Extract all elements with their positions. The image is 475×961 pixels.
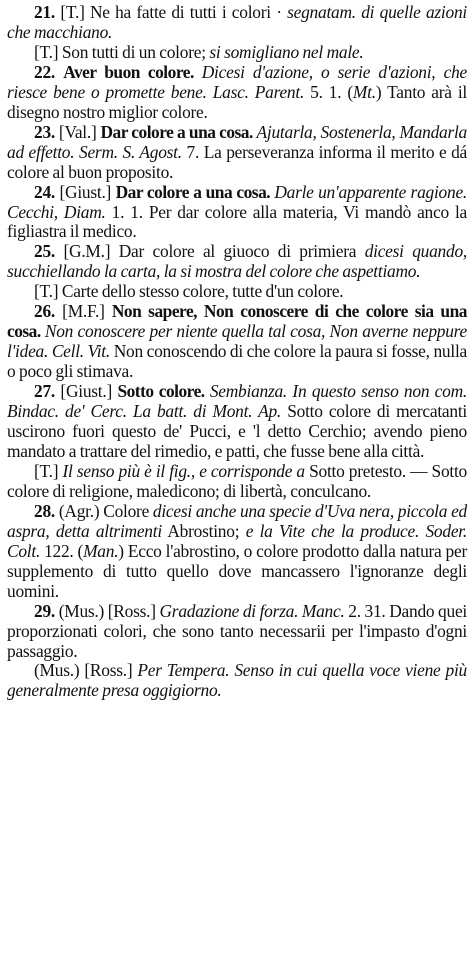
entry-gloss: dicesi quando, succhiellando la carta, la si mostra del colore che aspettiamo.	[7, 241, 467, 282]
entry-gloss: Il senso più è il fig., e corrisponde a	[62, 460, 305, 481]
dictionary-entry-e25	[7, 242, 467, 282]
dictionary-entry-e27b	[7, 462, 467, 502]
entry-text: Sotto colore di mercatanti uscirono fuori questo de' Pucci, e 'l detto Cerchio; avendo pieno mandato a trattare del rimedio, e patti, che fusse bene alla città.	[7, 401, 468, 461]
entry-number: 22.	[34, 61, 64, 82]
entry-gloss: Gradazione di forza. Manc.	[159, 600, 345, 621]
entry-number: 26.	[34, 301, 63, 322]
entry-text: [M.F.]	[62, 301, 112, 322]
entry-headword: Aver buon colore.	[63, 61, 202, 82]
entry-text: 5. 1. (	[304, 81, 353, 102]
entry-text: [T.]	[34, 460, 63, 481]
entry-text: [Val.]	[58, 121, 101, 142]
entry-text: (Mus.) [Ross.]	[58, 600, 160, 621]
entry-text: 122. (	[40, 540, 84, 561]
entry-text: [G.M.] Dar colore al giuoco di primiera	[63, 241, 365, 262]
entry-text: ) Tanto arà il disegno nostro miglior colore.	[7, 81, 468, 122]
dictionary-entry-e28	[7, 502, 467, 602]
entry-number: 23.	[34, 121, 59, 142]
entry-number: 24.	[34, 181, 60, 202]
dictionary-entry-e27	[7, 382, 467, 462]
entry-text: 1. 1. Per dar colore alla materia, Vi mandò anco la figliastra il medico.	[7, 201, 467, 242]
dictionary-entry-e22	[7, 63, 467, 123]
entry-text: 7. La perseveranza informa il merito e dá colore al buon proposito.	[7, 141, 467, 182]
entry-number: 25.	[34, 241, 64, 262]
entry-text: Abrostino;	[161, 520, 246, 541]
entry-gloss: Ajutarla, Sostenerla, Mandarla ad effetto. Serm. S. Agost.	[7, 121, 468, 162]
entry-text: [T.] Son tutti di un colore;	[34, 41, 210, 62]
entry-gloss: dicesi anche una specie d'Uva nera, piccola ed aspra, detta altrimenti	[7, 500, 467, 541]
entry-headword: Dar colore a una cosa.	[115, 181, 275, 202]
entry-text: Non conoscendo di che colore la paura si fosse, nulla o poco gli stimava.	[7, 341, 467, 382]
entry-gloss: Mt.	[352, 81, 376, 102]
entry-text: (Mus.) [Ross.]	[34, 660, 138, 681]
entry-text: (Agr.) Colore	[58, 500, 153, 521]
entry-gloss: Man.	[83, 540, 119, 561]
dictionary-entry-e26	[7, 302, 467, 382]
entry-headword: Dar colore a una cosa.	[100, 121, 257, 142]
dictionary-entry-e21	[7, 3, 467, 43]
entry-number: 28.	[34, 500, 59, 521]
entry-gloss: Sembianza. In questo senso non com. Bindac. de' Cerc. La batt. di Mont. Ap.	[7, 381, 467, 422]
entry-gloss: e la Vite che la produce. Soder. Colt.	[7, 520, 467, 561]
dictionary-entry-e21b	[7, 43, 467, 63]
entry-gloss: Darle un'apparente ragione. Cecchi, Diam.	[7, 181, 468, 222]
dictionary-entry-e23	[7, 123, 467, 183]
entry-gloss: Dicesi d'azione, o serie d'azioni, che riesce bene o promette bene. Lasc. Parent.	[7, 61, 467, 102]
entry-text: [Giust.]	[59, 181, 116, 202]
entry-gloss: si somigliano nel male.	[209, 41, 364, 62]
entry-headword: Non sapere, Non conoscere di che colore sia una cosa.	[7, 301, 467, 342]
entry-text: 2. 31. Dando quei proporzionati colori, che sono tanto necessarii per l'impasto d'ogni passaggio.	[7, 600, 467, 661]
entry-text: Sotto pretesto. — Sotto colore di religione, maledicono; di libertà, conculcano.	[7, 460, 468, 501]
dictionary-entry-e24	[7, 183, 467, 243]
entry-text: [T.] Carte dello stesso colore, tutte d'un colore.	[34, 281, 344, 302]
entry-text: [Giust.]	[60, 381, 118, 402]
dictionary-entry-e25b	[7, 282, 467, 302]
entry-headword: Sotto colore.	[117, 381, 210, 402]
entry-number: 29.	[34, 600, 59, 621]
entry-text: [T.] Ne ha fatte di tutti i colori ·	[60, 2, 288, 22]
entry-gloss: Per Tempera. Senso in cui quella voce viene più generalmente presa oggigiorno.	[7, 660, 467, 701]
entry-number: 21.	[34, 2, 61, 22]
entry-column	[7, 3, 467, 701]
dictionary-entry-e29	[7, 602, 467, 662]
entry-text: ) Ecco l'abrostino, o colore prodotto dalla natura per supplemento di tutto quello dove mancassero l'ignoranze degli uomini.	[7, 540, 467, 601]
entry-number: 27.	[34, 381, 61, 402]
entry-gloss: Non conoscere per niente quella tal cosa, Non averne neppure l'idea. Cell. Vit.	[7, 321, 468, 362]
dictionary-entry-e29b	[7, 661, 467, 701]
entry-gloss: segnatam. di quelle azioni che macchiano.	[7, 2, 467, 42]
